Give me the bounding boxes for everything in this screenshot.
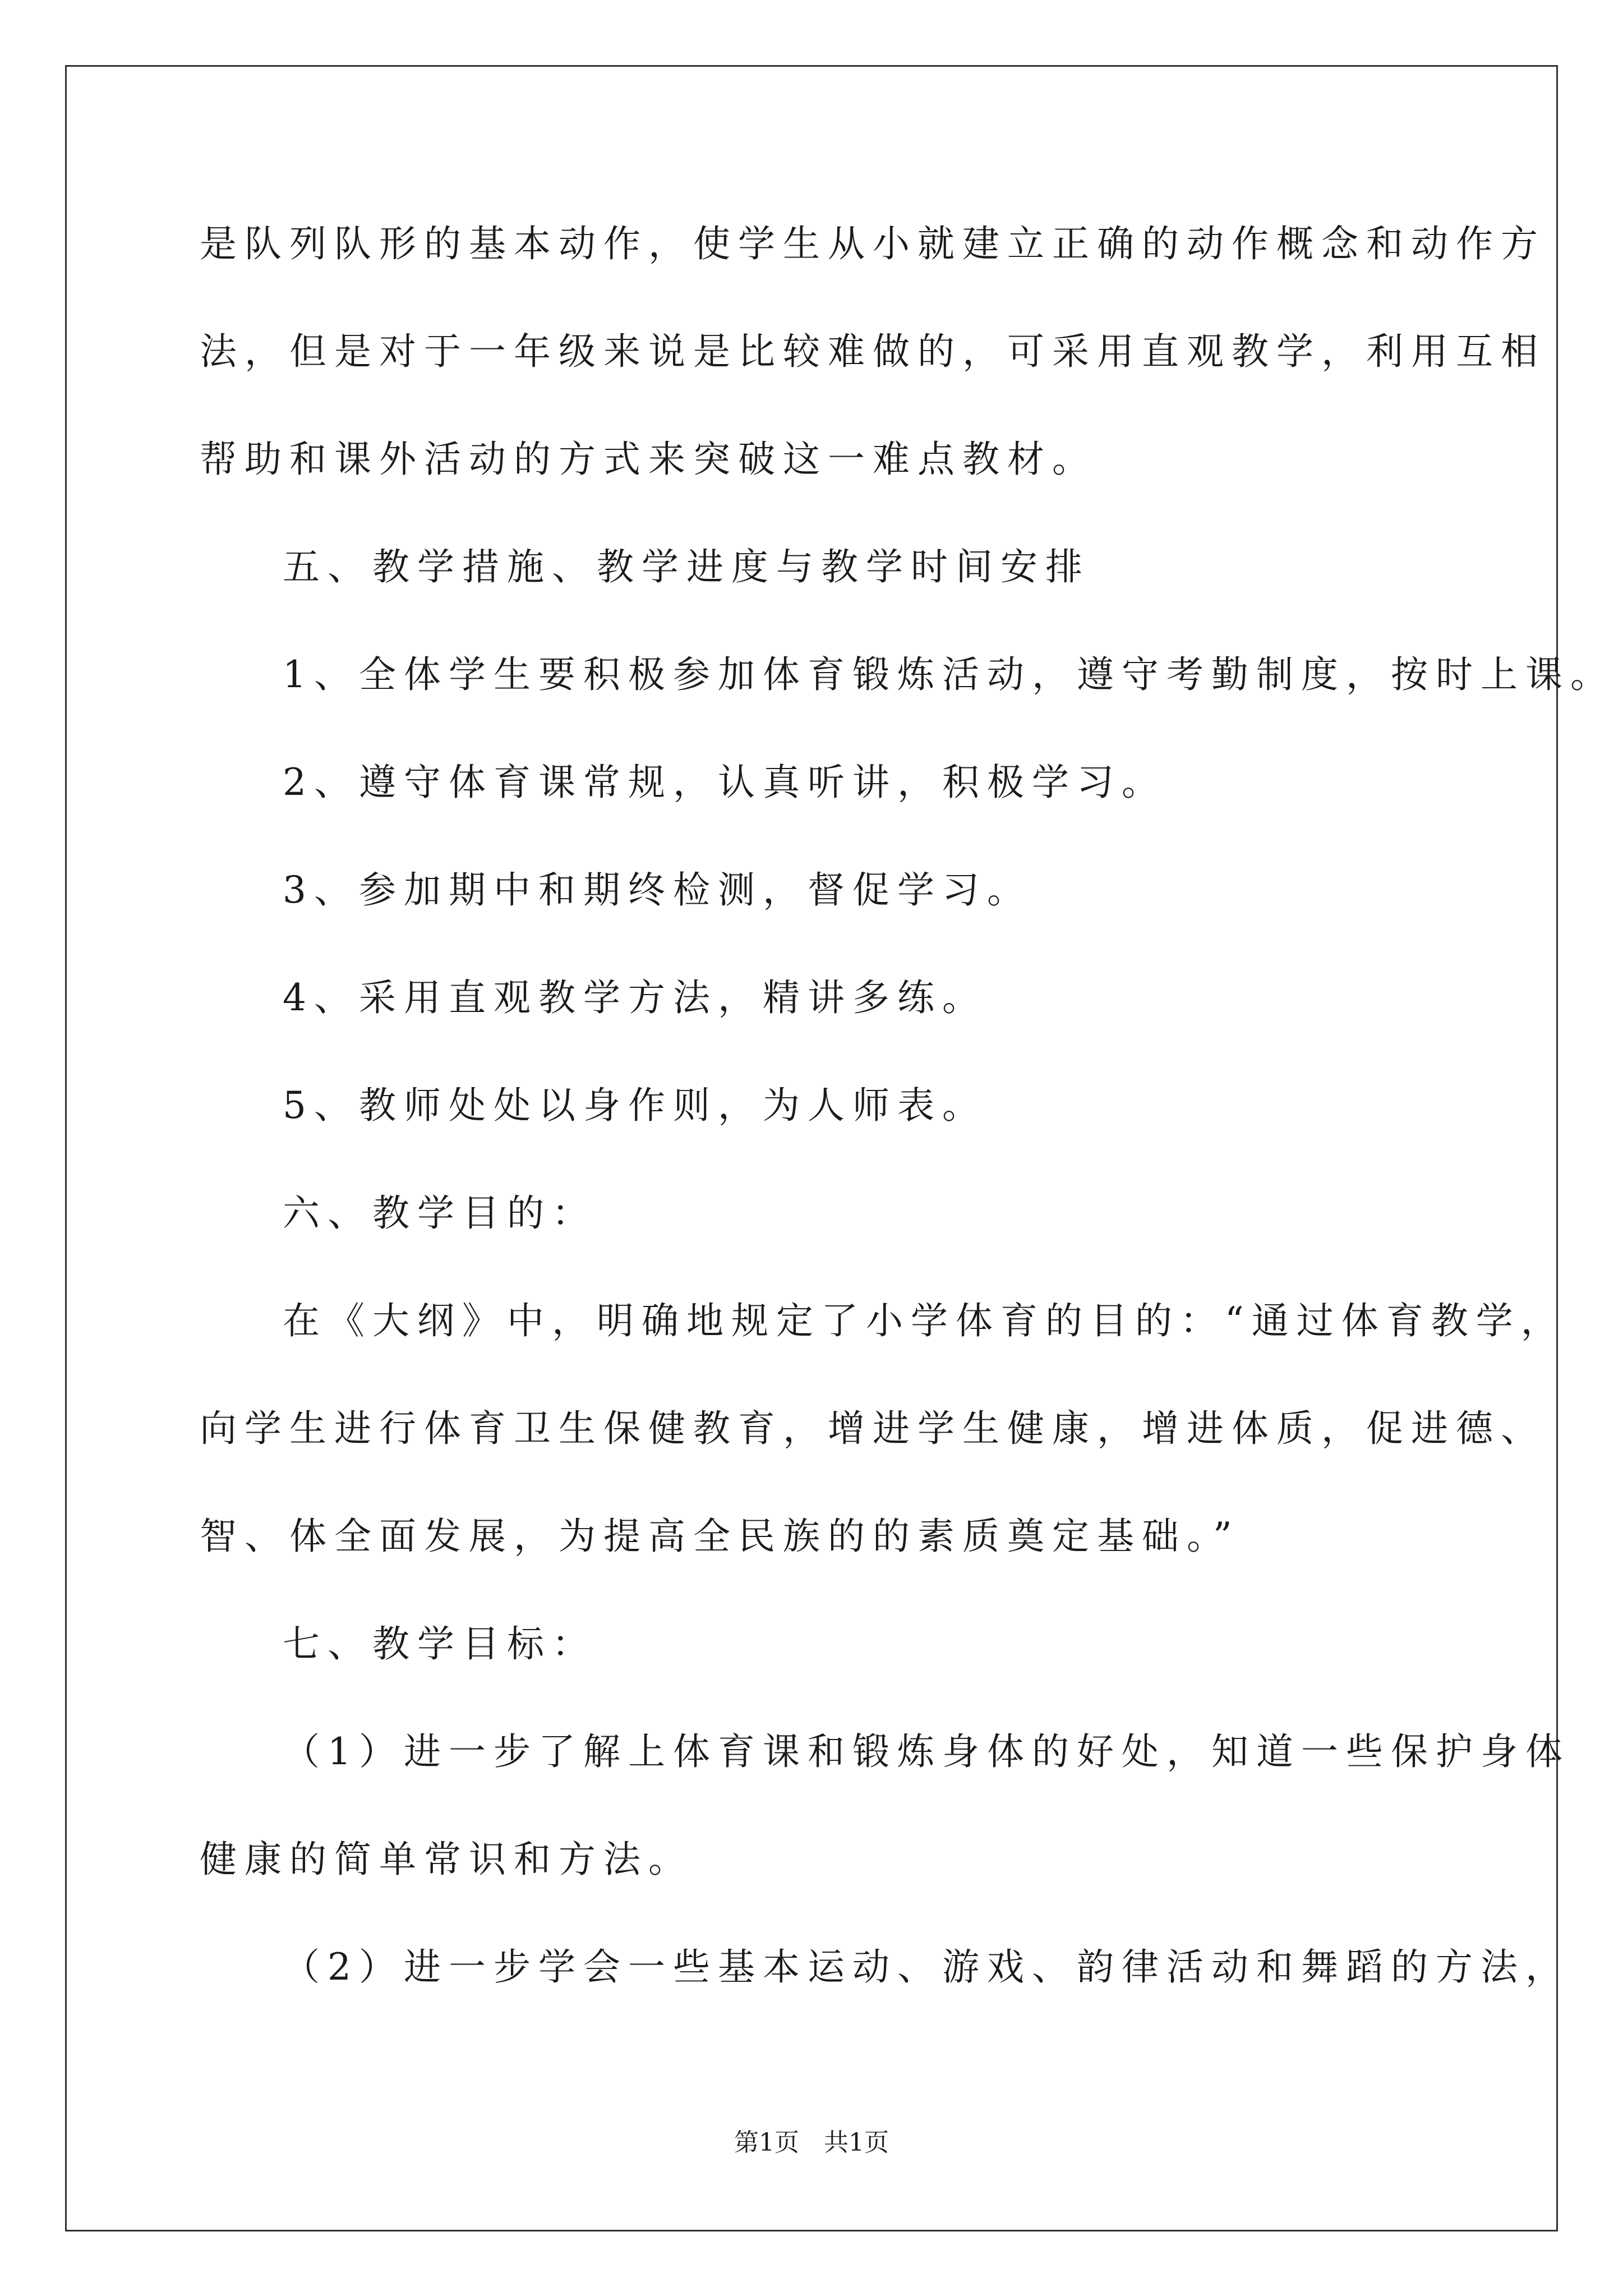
page-footer: 第1页 共1页 xyxy=(734,2128,889,2157)
paragraph-line: 在《大纲》中，明确地规定了小学体育的目的：“通过体育教学， xyxy=(283,1299,1566,1342)
list-item: 1、全体学生要积极参加体育锻炼活动，遵守考勤制度，按时上课。 xyxy=(283,653,1615,696)
paragraph-line: 健康的简单常识和方法。 xyxy=(200,1838,693,1881)
list-item: （2）进一步学会一些基本运动、游戏、韵律活动和舞蹈的方法， xyxy=(283,1945,1570,1989)
section-heading: 七、教学目标： xyxy=(283,1622,597,1665)
section-heading: 五、教学措施、教学进度与教学时间安排 xyxy=(283,545,1090,588)
list-item: 4、采用直观教学方法，精讲多练。 xyxy=(283,976,987,1019)
paragraph-line: 是队列队形的基本动作，使学生从小就建立正确的动作概念和动作方 xyxy=(200,222,1546,265)
paragraph-line: 帮助和课外活动的方式来突破这一难点教材。 xyxy=(200,438,1097,481)
paragraph-line: 智、体全面发展，为提高全民族的的素质奠定基础。” xyxy=(200,1515,1240,1558)
list-item: （1）进一步了解上体育课和锻炼身体的好处，知道一些保护身体 xyxy=(283,1730,1570,1773)
page-border xyxy=(65,65,1558,2231)
list-item: 2、遵守体育课常规，认真听讲，积极学习。 xyxy=(283,761,1166,804)
paragraph-line: 向学生进行体育卫生保健教育，增进学生健康，增进体质，促进德、 xyxy=(200,1407,1546,1450)
section-heading: 六、教学目的： xyxy=(283,1191,597,1235)
list-item: 3、参加期中和期终检测，督促学习。 xyxy=(283,868,1032,912)
list-item: 5、教师处处以身作则，为人师表。 xyxy=(283,1084,987,1127)
paragraph-line: 法，但是对于一年级来说是比较难做的，可采用直观教学，利用互相 xyxy=(200,330,1546,373)
